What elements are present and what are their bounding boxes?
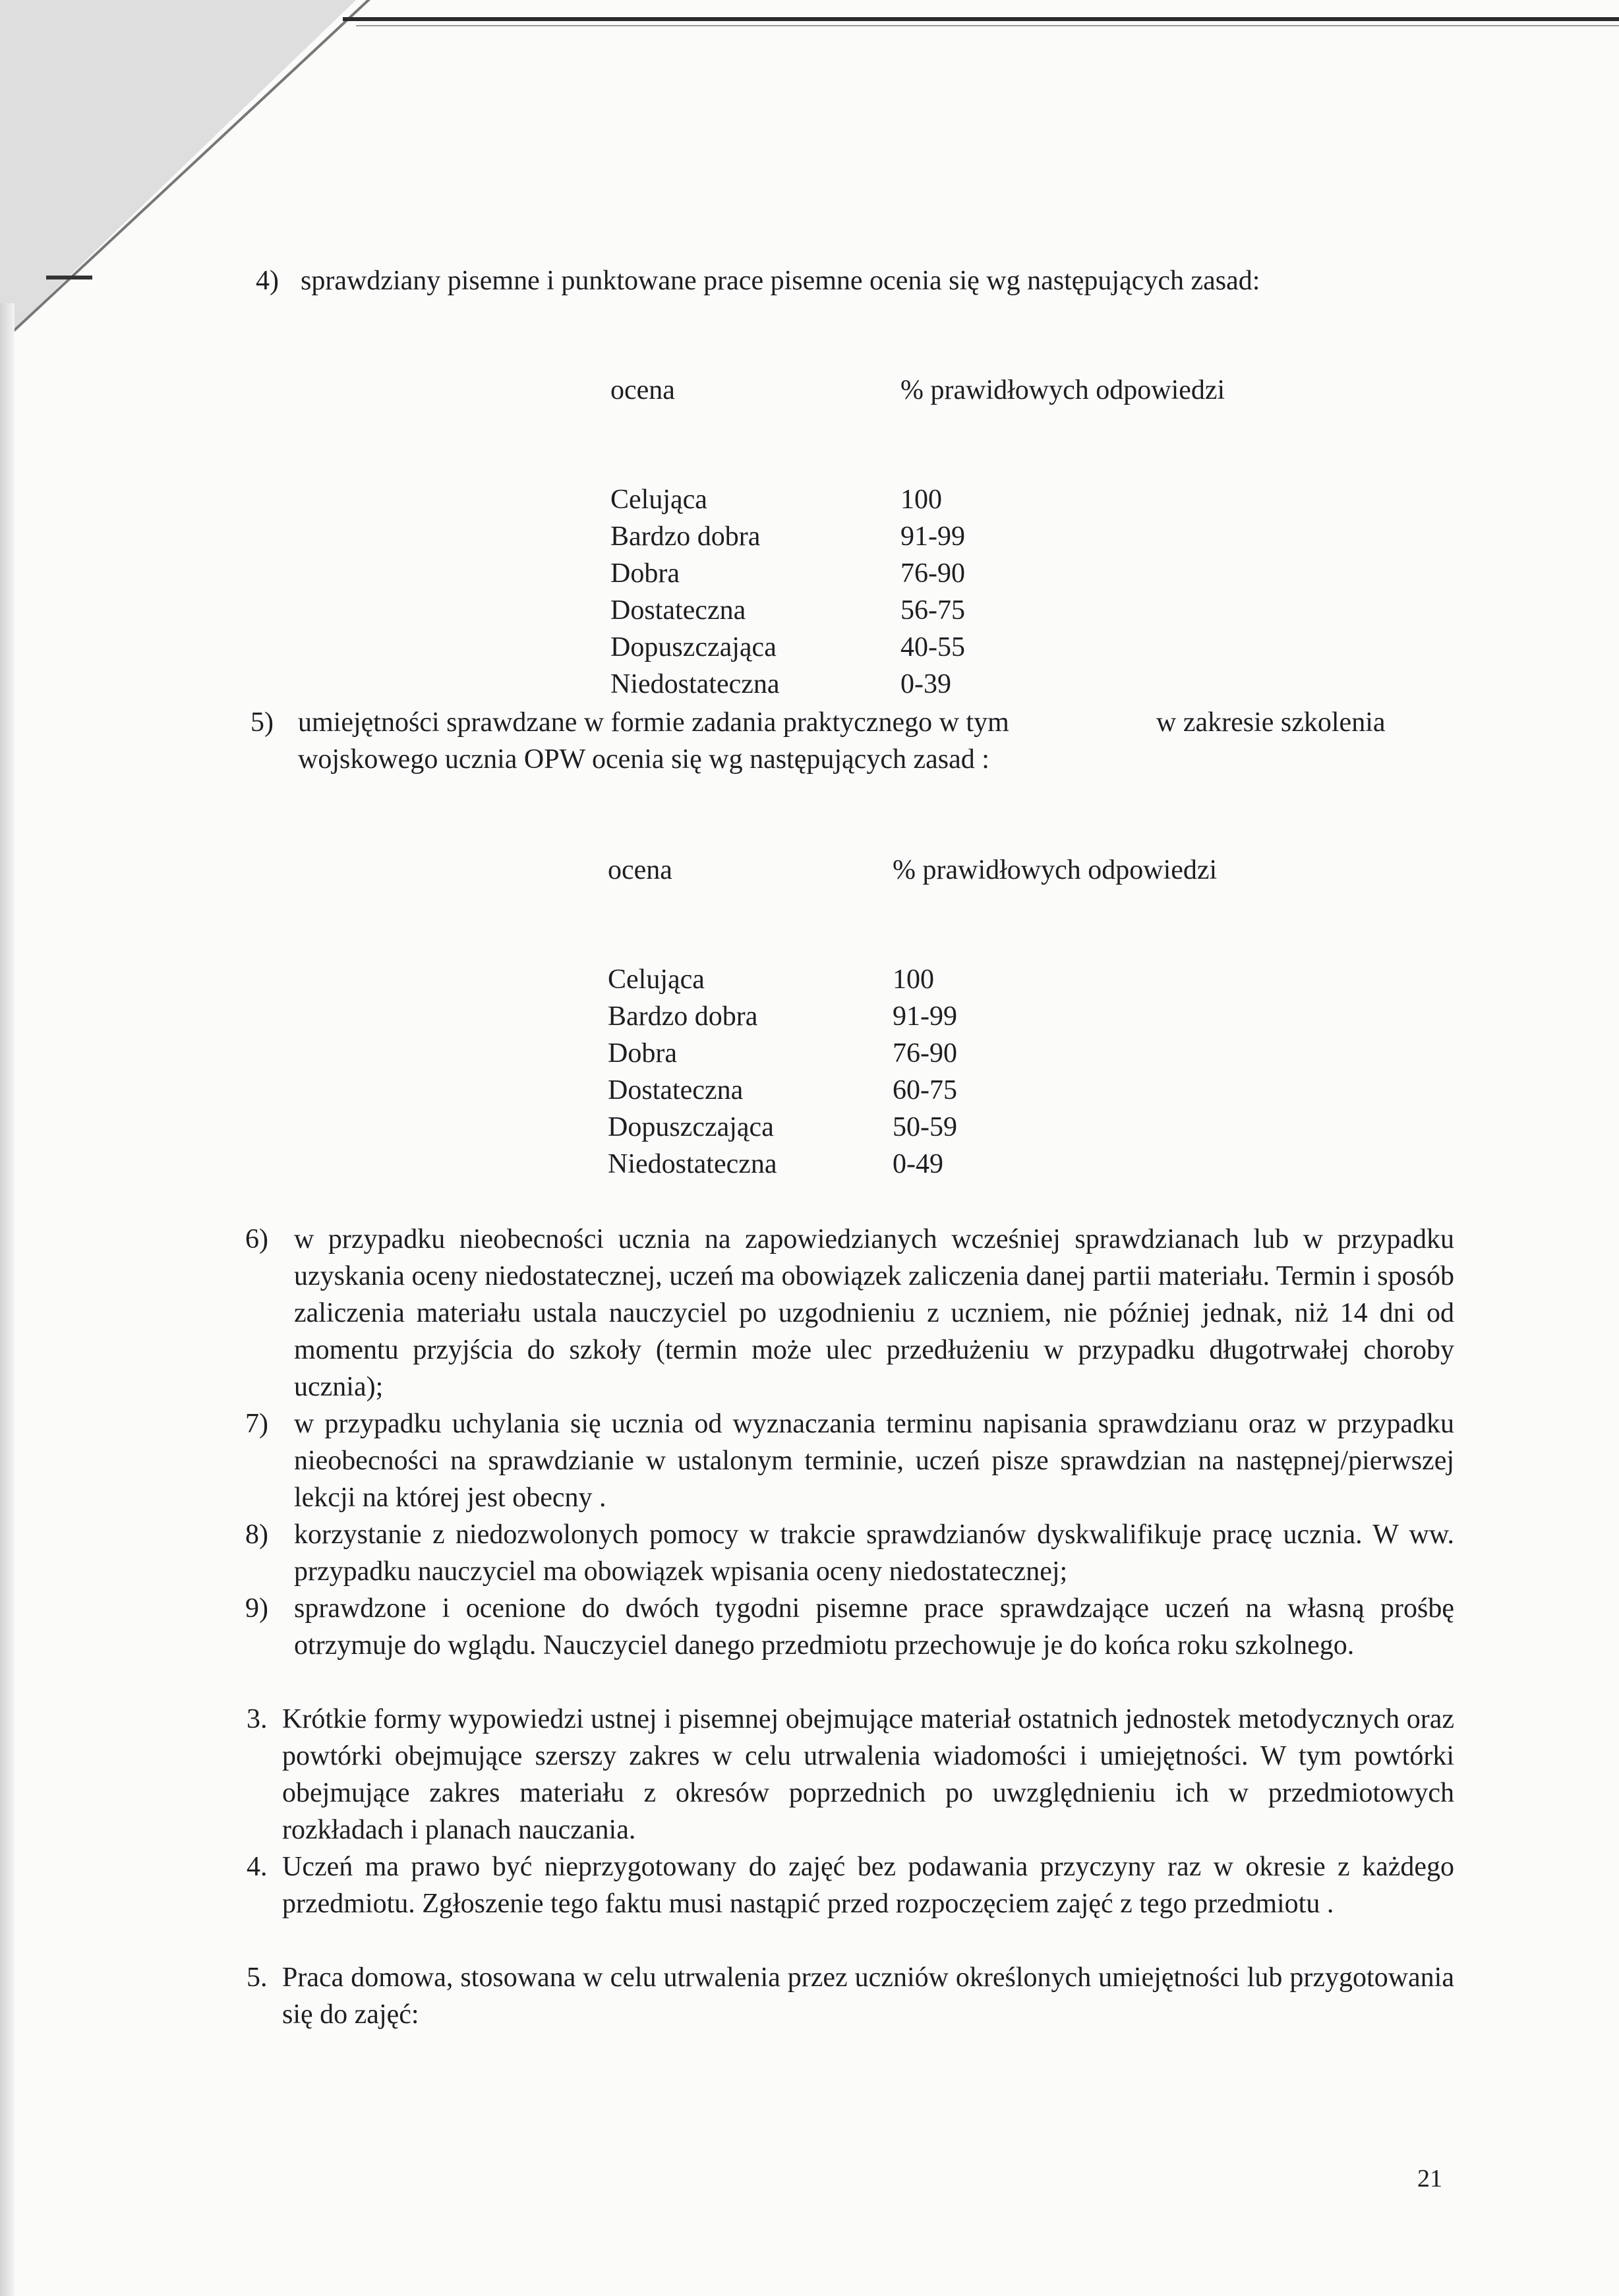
header-percent: % prawidłowych odpowiedzi <box>893 855 1218 885</box>
item-7-number: 7) <box>245 1409 268 1439</box>
grade-percent: 40-55 <box>900 632 965 662</box>
grade-name: Niedostateczna <box>608 1149 777 1179</box>
item-8-number: 8) <box>245 1519 268 1550</box>
point-4-text: Uczeń ma prawo być nieprzygotowany do zajęć bez podawania przyczyny raz w okresie z każdego przedmiotu. Zgłoszenie tego faktu musi nastąpić przed rozpoczęciem zajęć z tego przedmiotu . <box>282 1852 1454 1919</box>
grade-percent: 91-99 <box>900 521 965 552</box>
grade-percent: 50-59 <box>893 1112 957 1142</box>
grade-percent: 0-49 <box>893 1149 943 1179</box>
scan-edge-line-thin <box>356 25 1619 26</box>
grade-percent: 60-75 <box>893 1075 957 1105</box>
grade-name: Celująca <box>608 964 705 995</box>
header-grade: ocena <box>608 855 672 885</box>
point-3-text: Krótkie formy wypowiedzi ustnej i pisemnej obejmujące materiał ostatnich jednostek metodycznych oraz powtórki obejmujące szerszy zakres w celu utrwalenia wiadomości i umiejętności. W tym powtórki obejmujące zakres materiału z okresów poprzednich po uwzględnieniu ich w przedmiotowych rozkładach i planach nauczania. <box>282 1704 1454 1845</box>
header-grade: ocena <box>610 375 675 405</box>
grade-name: Bardzo dobra <box>610 521 761 552</box>
grade-name: Dostateczna <box>610 595 746 626</box>
grade-percent: 76-90 <box>900 558 965 589</box>
grade-percent: 76-90 <box>893 1038 957 1069</box>
grade-name: Dobra <box>608 1038 677 1069</box>
point-3-number: 3. <box>247 1704 268 1734</box>
item-9-text: sprawdzone i ocenione do dwóch tygodni pisemne prace sprawdzające uczeń na własną prośbę otrzymuje do wglądu. Nauczyciel danego przedmiotu przechowuje je do końca roku szkolnego. <box>294 1593 1454 1661</box>
item-4-number: 4) <box>256 266 279 296</box>
scan-left-edge <box>0 303 15 2296</box>
item-9-number: 9) <box>245 1593 268 1624</box>
grade-name: Bardzo dobra <box>608 1001 758 1032</box>
grade-name: Dobra <box>610 558 680 589</box>
item-8-text: korzystanie z niedozwolonych pomocy w trakcie sprawdzianów dyskwalifikuje pracę ucznia. W ww. przypadku nauczyciel ma obowiązek wpisania oceny niedostatecznej; <box>294 1519 1454 1587</box>
item-7-text: w przypadku uchylania się ucznia od wyznaczania terminu napisania sprawdzianu oraz w przypadku nieobecności na sprawdzianie w ustalonym terminie, uczeń pisze sprawdzian na następnej/pierwszej lekcji na której jest obecny . <box>294 1409 1454 1513</box>
grade-name: Dopuszczająca <box>608 1112 774 1142</box>
grade-percent: 100 <box>900 485 942 515</box>
header-percent: % prawidłowych odpowiedzi <box>900 375 1225 405</box>
item-5-line2: wojskowego ucznia OPW ocenia się wg następujących zasad : <box>298 744 989 775</box>
grade-name: Niedostateczna <box>610 669 780 699</box>
point-5-number: 5. <box>247 1962 268 1993</box>
grade-name: Celująca <box>610 485 707 515</box>
point-4-number: 4. <box>247 1852 268 1882</box>
scan-edge-line <box>343 17 1619 21</box>
item-5-line1-end: w zakresie szkolenia <box>1156 707 1386 738</box>
item-6-text: w przypadku nieobecności ucznia na zapowiedzianych wcześniej sprawdzianach lub w przypadku uzyskania oceny niedostatecznej, uczeń ma obowiązek zaliczenia danej partii materiału. Termin i sposób zaliczenia materiału ustala nauczyciel po uzgodnieniu z uczniem, nie później jednak, niż 14 dni od momentu przyjścia do szkoły (termin może ulec przedłużeniu w przypadku długotrwałej choroby ucznia); <box>294 1224 1454 1402</box>
grade-percent: 0-39 <box>900 669 951 699</box>
point-5-text: Praca domowa, stosowana w celu utrwalenia przez uczniów określonych umiejętności lub przygotowania się do zajęć: <box>282 1962 1454 2030</box>
grade-name: Dopuszczająca <box>610 632 777 662</box>
page-number: 21 <box>1417 2165 1442 2193</box>
item-4-text: sprawdziany pisemne i punktowane prace pisemne ocenia się wg następujących zasad: <box>301 266 1260 296</box>
margin-mark <box>46 276 92 280</box>
item-5-number: 5) <box>250 707 274 738</box>
item-5-line1: umiejętności sprawdzane w formie zadania praktycznego w tym <box>298 707 1009 738</box>
grade-percent: 91-99 <box>893 1001 957 1032</box>
item-6-number: 6) <box>245 1224 268 1254</box>
grade-name: Dostateczna <box>608 1075 744 1105</box>
grade-percent: 56-75 <box>900 595 965 626</box>
grade-percent: 100 <box>893 964 934 995</box>
